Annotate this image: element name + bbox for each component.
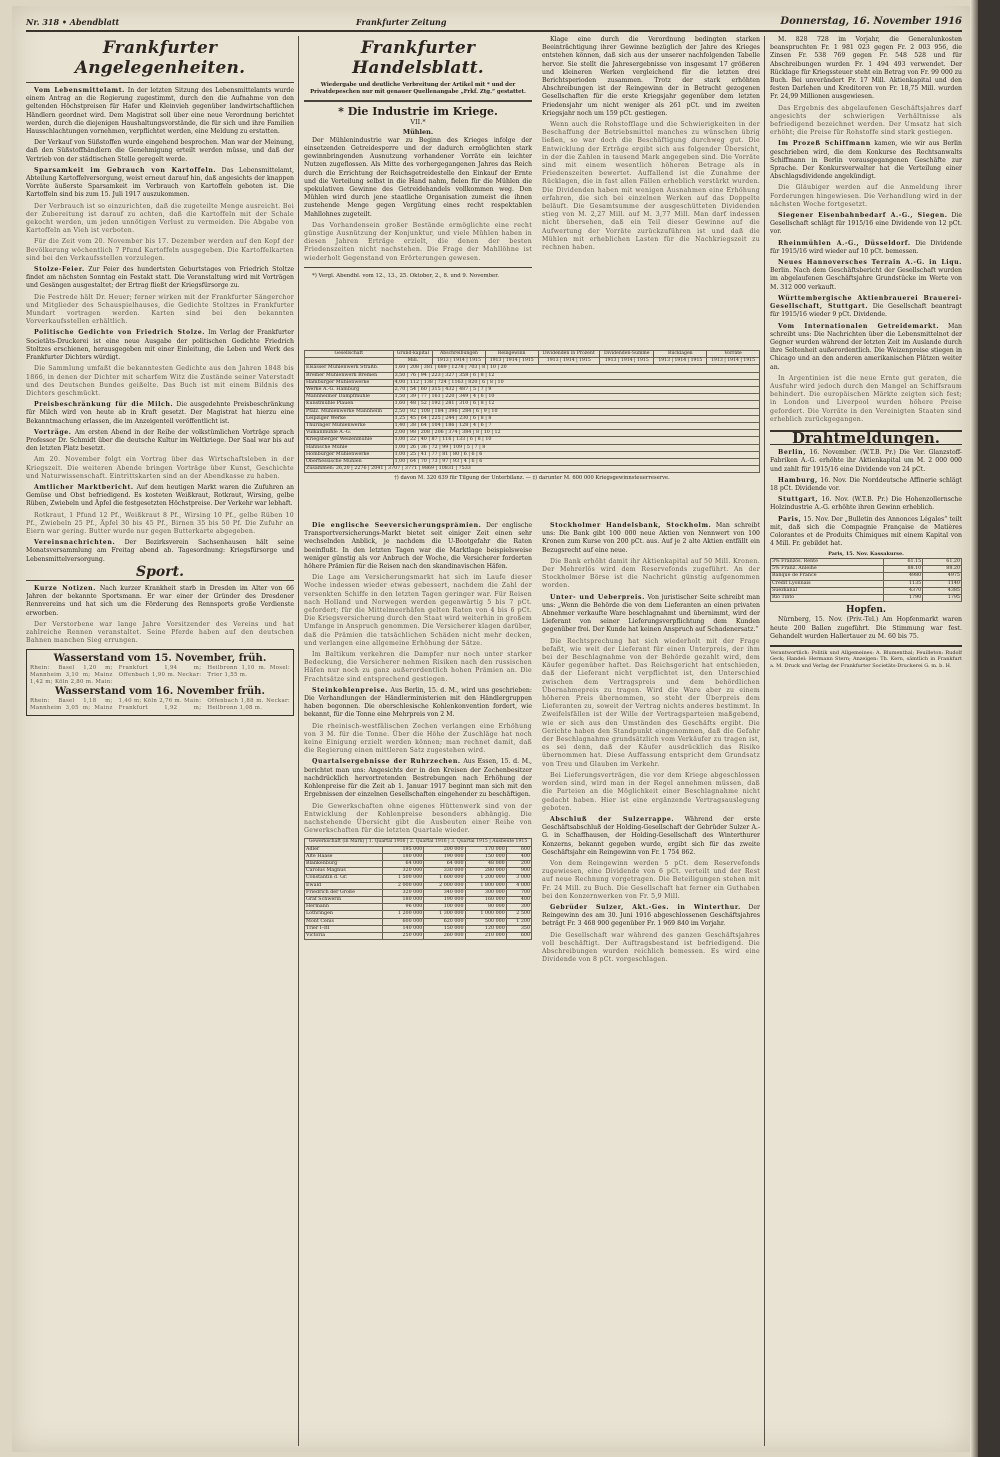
article-continued: M. 828 728 im Vorjahr, die Generalunkosten beanspruchten Fr. 1 981 023 gegen Fr. 2 003 956, die Zinsen Fr. 538 769 gegen Fr. 548 528 und für Abschreibungen wurden Fr. 1 494 493 verwendet. Der Rücklage für Kriegssteuer steht ein Betrag von Fr. 99 000 zu Buch. Bei unverändert Fr. 17 Mill. Aktienkapital und den festen Darlehen und Kreditoren von Fr. 18,75 Mill. wurden Fr. 24,99 Millionen ausgewiesen. — [770, 36, 962, 101]
section-title-trade: Frankfurter Handelsblatt. — [352, 38, 484, 78]
column-local-news: Frankfurter Angelegenheiten. Vom Lebensmittelamt. In der letzten Sitzung des Lebensmittelamts wurde einem Antrag an die Regierung zugestimmt, durch den die Aufnahme von den geltenden Höchstpreisen für Hafer und Kleinvieh gegenüber landwirtschaftlichen Händlern geordnet wird. Dem Magistrat soll über eine neue Verordnung berichtet werden, durch die diejenigen Haushaltungsvorstände, die für sich und ihre Familien Hausschlachtungen vornehmen, verpflichtet werden, eine Meldung zu erstatten. Der Verkauf von Süßstoffen wurde eingehend besprochen. Man war der Meinung, daß den Süßstoffhändlern die Genehmigung erteilt werden müsse, und daß der Vertrieb von der städtischen Stelle geregelt werde. Sparsamkeit im Gebrauch von Kartoffeln. Das Lebensmittelamt, Abteilung Kartoffelversorgung, weist erneut darauf hin, daß angesichts der knappen Vorräte äußerste Sparsamkeit im Verbrauch von Kartoffeln geboten ist. Die Kartoffeln sind bis zum 15. Juli 1917 auszukommen. Der Verbrauch ist so einzurichten, daß die zugeteilte Menge ausreicht. Bei der Zubereitung ist darauf zu achten, daß die Kartoffeln mit der Schale gekocht werden, um jeden unnötigen Verlust zu vermeiden. Die Abgabe von Kartoffeln an Vieh ist verboten. Für die Zeit vom 20. November bis 17. Dezember werden auf den Kopf der Bevölkerung wöchentlich 7 Pfund Kartoffeln ausgegeben. Die Kartoffelkarten sind bei den Verkaufsstellen vorzulegen. Stolze-Feier. Zur Feier des hundertsten Geburtstages von Friedrich Stoltze findet am nächsten Sonntag ein Festakt statt. Die Veranstaltung wird mit Vorträgen und Gesängen ausgestaltet; der Ertrag fließt der Kriegsfürsorge zu. Die Festrede hält Dr. Heuer; ferner wirken mit der Frankfurter Sängerchor und Mitglieder des Schauspielhauses, die Gedichte Stoltzes in Frankfurter Mundart vortragen werden. Karten sind bei den bekannten Vorverkaufsstellen erhältlich. Politische Gedichte von Friedrich Stolze. Im Verlag der Frankfurter Societäts-Druckerei ist eine neue Ausgabe der politischen Gedichte Friedrich Stoltzes erschienen, herausgegeben mit einer Einleitung, die Leben und Werk des Frankfurter Dichters würdigt. Die Sammlung umfaßt die bekanntesten Gedichte aus den Jahren 1848 bis 1866, in denen der Dichter mit scharfem Witz die Zustände seiner Vaterstadt und des Deutschen Bundes geißelte. Das Buch ist mit einem Bildnis des Dichters geschmückt. Preisbeschränkung für die Milch. Die ausgedehnte Preisbeschränkung für Milch wird von heute ab in Kraft gesetzt. Der Magistrat hat hierzu eine Bekanntmachung erlassen, die im Anzeigenteil veröffentlicht ist. Vorträge. Am ersten Abend in der Reihe der volkstümlichen Vorträge sprach Professor Dr. Schmidt über die deutsche Kultur im Weltkriege. Der Saal war bis auf den letzten Platz besetzt. Am 20. November folgt ein Vortrag über das Wirtschaftsleben in der Kriegszeit. Die weiteren Abende bringen Vorträge über Kunst, Geschichte und Naturwissenschaft. Eintrittskarten sind an der Abendkasse zu haben. Amtlicher Marktbericht. Auf dem heutigen Markt waren die Zufuhren an Gemüse und Obst befriedigend. Es kosteten Weißkraut, Rotkraut, Wirsing, gelbe Rüben, Zwiebeln und Äpfel die festgesetzten Höchstpreise. Der Verkehr war lebhaft. Rotkraut, 1 Pfund 12 Pf., Weißkraut 8 Pf., Wirsing 10 Pf., gelbe Rüben 10 Pf., Zwiebeln 25 Pf., Äpfel 30 bis 45 Pf., Birnen 35 bis 50 Pf. Die Zufuhr an Eiern war gering. Butter wurde nur gegen Butterkarte abgegeben. Vereinsnachrichten. Der Bezirksverein Sachsenhausen hält seine Monatsversammlung am Freitag abend ab. Tagesordnung: Kriegsfürsorge und Lebensmittelversorgung. Sport. Kurze Notizen. Nach kurzer Krankheit starb in Dresden im Alter von 66 Jahren der bekannte Sportsmann. Er war einer der Gründer des Dresdener Rennvereins und hat sich um die Förderung des Rennsports große Verdienste erworben. Der Verstorbene war lange Jahre Vorsitzender des Vereins und hat zahlreiche Rennen veranstaltet. Seine Pferde haben auf den deutschen Bahnen manchen Sieg errungen. Wasserstand vom 15. November, früh. Rhein: Basel 1,20 m; Mannheim 3,10 m; Mainz 1,42 m; Köln 2,80 m. Main: Frankfurt 1,94 m; Offenbach 1,90 m. Neckar: Heilbronn 1,10 m. Mosel: Trier 1,55 m. Wasserstand vom 16. November früh. Rhein: Basel 1,18 m; Mannheim 3,05 m; Mainz 1,40 m; Köln 2,76 m. Main: Frankfurt 1,92 m; Offenbach 1,88 m. Neckar: Heilbronn 1,08 m. — [26, 36, 294, 1448]
wire-item: Paris, 15. Nov. Der „Bulletin des Annonces Légales“ teilt mit, daß sich die Compagnie Française de Matières Colorantes et de Produits Chimiques mit einem Kapital von 4 Mill. Fr. gebildet hat. — [770, 515, 962, 548]
article: Vom Lebensmittelamt. In der letzten Sitzung des Lebensmittelamts wurde einem Antrag an die Regierung zugestimmt, durch den die Aufnahme von den geltenden Höchstpreisen für Hafer und Kleinvieh gegenüber landwirtschaftlichen Händlern geordnet wird. Dem Magistrat soll über eine neue Verordnung berichtet werden, durch die diejenigen Haushaltungsvorstände, die für sich und ihre Familien Hausschlachtungen vornehmen, verpflichtet werden, eine Meldung zu erstatten. — [26, 87, 294, 136]
article-body: Klage eine durch die Verordnung bedingten starken Beeinträchtigung ihrer Gewinne bezüglich der Jahre des Krieges entstehen können, daß sich aus der unserer nachfolgenden Tabelle hervor. Sie stellt die Jahresergebnisse von insgesamt 17 größeren und kleineren Werken vergleichend für die letzten drei Berichtsperioden zusammen. Trotz der stark erhöhten Abschreibungen ist der Reingewinn der in Betracht gezogenen Gesellschaften für die erste Kriegsjahr gegenüber dem letzten Friedensjahr um nicht weniger als 261 pCt. und im zweiten Kriegsjahr noch um 159 pCt. gestiegen. — [542, 36, 760, 117]
article: Vorträge. Am ersten Abend in der Reihe der volkstümlichen Vorträge sprach Professor Dr. Schmidt über die deutsche Kultur im Weltkriege. Der Saal war bis auf den letzten Platz besetzt. — [26, 428, 294, 453]
column-trade-top-2: Klage eine durch die Verordnung bedingten starken Beeinträchtigung ihrer Gewinne bezüglich der Jahre des Krieges entstehen können, daß sich aus der unserer nachfolgenden Tabelle hervor. Sie stellt die Jahresergebnisse von insgesamt 17 größeren und kleineren Werken vergleichend für die letzten drei Berichtsperioden zusammen. Trotz der stark erhöhten Abschreibungen ist der Reingewinn der in Betracht gezogenen Gesellschaften für die erste Kriegsjahr gegenüber dem letzten Friedensjahr um nicht weniger als 261 pCt. und im zweiten Kriegsjahr noch um 159 pCt. gestiegen. Wenn auch die Rohstofflage und die Schwierigkeiten in der Beschaffung der Betriebsmittel manches zu wünschen übrig ließen, so war doch die Beschäftigung durchweg gut. Die Entwicklung der Erträge ergibt sich aus folgender Übersicht, in der die Zahlen in tausend Mark angegeben sind. Die Vorräte sind mit einem wesentlich höheren Betrage als in Friedenszeiten bewertet. Auffallend ist die Zunahme der Rücklagen, die in fast allen Fällen erheblich verstärkt wurden. Die Dividenden haben mit wenigen Ausnahmen eine Erhöhung erfahren, die sich bei einzelnen Werken auf das Doppelte beläuft. Die Gesamtsumme der ausgeschütteten Dividenden stieg von M. 2,27 Mill. auf M. 3,77 Mill. Man darf indessen nicht übersehen, daß ein Teil dieser Gewinne auf die Aufwertung der Vorräte zurückzuführen ist und daß die Mühlen mit erheblichen Lasten für die Nachkriegszeit zu rechnen haben. — [542, 36, 760, 252]
table-row: Bremer Mühlenwerk Bremen 3,50 | 76 | 94 | 223 | 327 | 358 | 6 | 8 | 12 — [305, 372, 760, 379]
section-title-hops: Hopfen. — [845, 605, 887, 616]
imprint: Verantwortlich: Politik und Allgemeines: A. Blumenthal; Feuilleton: Rudolf Geck; Handel: Hermann Stern; Anzeigen: Th. Kern, sämtlich in Frankfurt a. M. Druck und Verlag der Frankfurter Societäts-Druckerei G. m. b. H. — [770, 645, 962, 669]
mills-table: Gesellschaft Grund-kapital Abschreibungen Reingewinn Dividenden in Prozent Dividenden-Summe Rücklagen Vorräte Mill. 1913 | 1914 | 1915 1913 | 1914 | 1915 1913 | 1914 | 1915 1913 | 1914 | 1915 1913 | 1914 | 1915 1913 | 1914 | 1915 Elsässer Mühlenwerk Straßb. 1,60 | 208 | 381 | 689 | 1278 | 703 | 8 | 10 | 20 Bremer Mühlenwerk Bremen 3,50 | 76 | 94 | 223 | 327 | 358 | 6 | 8 | 12 Hamburger Mühlenwerke 4,00 | 112 | 138 | 724 | 1163 | 820 | 6 | 8 | 10 Werke A.-G. Hamburg 2,70 | 54 | 60 | 315 | 432 | 487 | 5 | 7 | 9 Mannheimer Dampfmühle 1,50 | 39 | 77 | 161 | 220 | 349 | 4 | 6 | 10 Kunstmühle Plauen 1,60 | 48 | 52 | 192 | 281 | 310 | 6 | 8 | 12 Pfälz. Mühlenwerke Mannheim 2,50 | 92 | 108 | 184 | 396 | 284 | 6 | 9 | 10 Leipziger Werke 1,25 | 45 | 64 | 225 | 244 | 230 | 6 | 8 | 8 Thüringer Mühlenwerke 1,40 | 38 | 64 | 104 | 186 | 128 | 4 | 6 | 7 Vulkanmühle A.-G. 2,00 | 98 | 208 | 206 | 374 | 384 | 8 | 10 | 12 Kriegsberger Weizenmühle 1,00 | 22 | 40 | 87 | 116 | 133 | 6 | 8 | 10 Hahnsche Mühle 1,00 | 26 | 36 | 72 | 99 | 109 | 5 | 7 | 8 Homburger Mühlenwerke 1,00 | 25 | 41 | 77 | 81 | 80 | 6 | 6 | 6 Oberhessische Mühlen 1,00 | 64 | 70 | 73 | 97 | 93 | 4 | 6 | 6 Zusammen: 26,20 | 2276 | 2041 | 3707 | 3771 | 9869 | 10831 | 7533 †) davon M. 320 639 für Tilgung der Unterbilanz. — ‡) darunter M. 600 000 Kriegsgewinnsteuerreserve. — [304, 350, 760, 482]
header-center: Frankfurter Zeitung — [356, 17, 447, 27]
wire-item: Stuttgart, 16. Nov. (W.T.B. Pr.) Die Hohenzollernsche Holzindustrie A.-G. erhöhte ihren Gewinn erheblich. — [770, 496, 962, 512]
table-total: Zusammen: 26,20 | 2276 | 2041 | 3707 | 3771 | 9869 | 10831 | 7533 — [305, 466, 760, 473]
header-date: Donnerstag, 16. November 1916 — [780, 16, 962, 27]
article: Gebrüder Sulzer, Akt.-Ges. in Winterthur. Der Reingewinn des am 30. Juni 1916 abgeschlossenen Geschäftsjahres beträgt Fr. 3 468 900 gegenüber Fr. 1 969 840 im Vorjahr. — [542, 903, 760, 928]
article: Neues Hannoversches Terrain A.-G. in Liqu. Berlin. Nach dem Geschäftsbericht der Gesellschaft wurden im abgelaufenen Geschäftsjahre Grundstücke im Werte von M. 312 000 verkauft. — [770, 259, 962, 291]
water-level-title-2: Wasserstand vom 16. November früh. — [55, 686, 265, 698]
wire-item: Berlin, 16. November. (W.T.B. Pr.) Die Ver. Glanzstoff-Fabriken A.-G. erhöhte ihr Aktienkapital um M. 2 000 000 und zahlt für 1915/16 eine Dividende von 24 pCt. — [770, 449, 962, 473]
footnote: *) Vergl. Abendbl. vom 12., 13., 25. Oktober, 2., 8. und 9. November. — [312, 272, 499, 279]
ruhr-table: Gewerkschaft (in Mark) | 1. Quartal 1916 | 2. Quartal 1916 | 3. Quartal 1915 | Ausbeute 1915 Adler 195 000 200 000 170 000 600 Alte Haase 180 000 190 000 150 000 400 Blankenburg 64 000 64 000 48 000 200 Carolus Magnus 320 000 330 000 280 000 900 Constantin d. Gr. 1 500 000 1 600 000 1 200 000 3 000 Ewald 2 000 000 2 000 000 1 800 000 4 000 Friedrich der Große 320 000 340 000 300 000 700 Graf Schwerin 180 000 190 000 160 000 400 Hermann 96 000 100 000 80 000 300 Lothringen 1 200 000 1 300 000 1 000 000 2 500 Mont Cenis 600 000 620 000 500 000 1 200 Trier I–III 140 000 150 000 120 000 350 Victoria 250 000 260 000 210 000 600 — [306, 839, 530, 938]
article: Sparsamkeit im Gebrauch von Kartoffeln. Das Lebensmittelamt, Abteilung Kartoffelversorgung, weist erneut darauf hin, daß angesichts der knappen Vorräte äußerste Sparsamkeit im Verbrauch von Kartoffeln geboten ist. Die Kartoffeln sind bis zum 15. Juli 1917 auszukommen. — [26, 166, 294, 199]
article-body: Der Mühlenindustrie war zu Beginn des Krieges infolge der einsetzenden Getreidesperre und der dadurch ermöglichten stark gewinnbringenden Ausnutzung vorhandener Vorräte ein leichter Nutzen zugeflossen. Als Mitte des vorhergegangenen Jahres das Reich durch die Errichtung der Reichsgetreidestelle den Einkauf der Ernte und die Verteilung selbst in die Hand nahm, fielen für die Mühlen die spekulativen Gewinne des Getreidehandels vollkommen weg. Den Mühlen wird durch jene staatliche Organisation zumeist die ihnen zustehende Menge gegen Vergütung eines recht respektablen Mahllohnes zugeteilt. — [304, 136, 532, 218]
table-row: Thüringer Mühlenwerke 1,40 | 38 | 64 | 104 | 186 | 128 | 4 | 6 | 7 — [305, 423, 760, 430]
article: Abschluß der Sulzerrappe. Während der erste Geschäftsabschluß der Holding-Gesellschaft der Gebrüder Sulzer A.-G. in Schaffhausen, der Holding-Gesellschaft des Winterthurer Konzerns, bekannt gegeben wurde, ergibt sich für das zweite Geschäftsjahr ein Reingewinn von Fr. 1 754 862. — [542, 815, 760, 856]
article: Steinkohlenpreise. Aus Berlin, 15. d. M., wird uns geschrieben: Die Verhandlungen der Händlerministerien mit den Händlergruppen haben begonnen. Die oberschlesische Kohlenkonvention fordert, wie bekannt, für die Tonne eine Mehrpreis von 2 M. — [304, 686, 532, 719]
article: Amtlicher Marktbericht. Auf dem heutigen Markt waren die Zufuhren an Gemüse und Obst befriedigend. Es kosteten Weißkraut, Rotkraut, Wirsing, gelbe Rüben, Zwiebeln und Äpfel die festgesetzten Höchstpreise. Der Verkehr war lebhaft. — [26, 483, 294, 508]
column-rule — [298, 36, 299, 1446]
table-row: Mannheimer Dampfmühle 1,50 | 39 | 77 | 161 | 220 | 349 | 4 | 6 | 10 — [305, 394, 760, 401]
column-trade-top: Frankfurter Handelsblatt. Wiedergabe und deutliche Verbreitung der Artikel mit * und der Privatdepeschen nur mit genauer Quellenangabe „Frkf. Ztg.“ gestattet. * Die Industrie im Kriege. VII.* Mühlen. Der Mühlenindustrie war zu Beginn des Krieges infolge der einsetzenden Getreidesperre und der dadurch ermöglichten stark gewinnbringenden Ausnutzung vorhandener Vorräte ein leichter Nutzen zugeflossen. Als Mitte des vorhergegangenen Jahres das Reich durch die Errichtung der Reichsgetreidestelle den Einkauf der Ernte und die Verteilung selbst in die Hand nahm, fielen für die Mühlen die spekulativen Gewinne des Getreidehandels vollkommen weg. Den Mühlen wird durch jene staatliche Organisation zumeist die ihnen zustehende Menge gegen Vergütung eines recht respektablen Mahllohnes zugeteilt. Das Vorhandensein großer Bestände ermöglichte eine recht günstige Ausnützung der Konjunktur, und viele Mühlen haben in diesen Jahren Erträge erzielt, die denen der besten Friedenszeiten nicht nachstehen. Die Frage der Mahllöhne ist wiederholt Gegenstand von Erörterungen gewesen. *) Vergl. Abendbl. vom 12., 13., 25. Oktober, 2., 8. und 9. November. — [304, 38, 532, 279]
column-trade-bottom-2: Stockholmer Handelsbank, Stockholm. Man schreibt uns: Die Bank gibt 100 000 neue Aktien von Nennwert von 100 Kronen zum Kurse von 200 pCt. aus. Auf je 2 alte Aktien entfällt ein Bezugsrecht auf eine neue. Die Bank erhöht damit ihr Aktienkapital auf 50 Mill. Kronen. Der Mehrerlös wird dem Reservefonds zugeführt. An der Stockholmer Börse ist die Nachricht günstig aufgenommen worden. Unter- und Ueberpreis. Von juristischer Seite schreibt man uns: „Wenn die Behörde die von dem Lieferanten an einen privaten Abnehmer verkaufte Ware beschlagnahmt und übernimmt, wird der Lieferant von seiner Lieferungsverpflichtung dem Kunden gegenüber frei. Der Kunde hat keinen Anspruch auf Schadenersatz.“ Die Rechtsprechung hat sich wiederholt mit der Frage befaßt, wie weit der Lieferant für einen Unterpreis, der ihm bei der Beschlagnahme von der Behörde gezahlt wird, dem Käufer gegenüber haftet. Das Reichsgericht hat entschieden, daß der Lieferant nicht verpflichtet ist, den Unterschied zwischen dem Vertragspreis und dem behördlichen Übernahmepreis zu tragen. Wird die Ware aber zu einem höheren Preis übernommen, so steht der Überpreis dem Lieferanten zu, soweit der Vertrag nichts anderes bestimmt. In Zweifelsfällen ist der Wille der Vertragsparteien maßgebend, wie er sich aus den Umständen des Geschäfts ergibt. Die Gerichte haben den Standpunkt eingenommen, daß die Gefahr der Beschlagnahme grundsätzlich vom Verkäufer zu tragen ist, es sei denn, daß der Käufer ausdrücklich das Risiko übernommen hat. Diese Auffassung entspricht dem Grundsatz von Treu und Glauben im Verkehr. Bei Lieferungsverträgen, die vor dem Kriege abgeschlossen worden sind, wird man in der Regel annehmen müssen, daß die Parteien an die Möglichkeit einer Beschlagnahme nicht gedacht haben. Hier ist eine ergänzende Vertragsauslegung geboten. Abschluß der Sulzerrappe. Während der erste Geschäftsabschluß der Holding-Gesellschaft der Gebrüder Sulzer A.-G. in Schaffhausen, der Holding-Gesellschaft des Winterthurer Konzerns, bekannt gegeben wurde, ergibt sich für das zweite Geschäftsjahr ein Reingewinn von Fr. 1 754 862. Von dem Reingewinn werden 5 pCt. dem Reservefonds zugewiesen, eine Dividende von 6 pCt. verteilt und der Rest auf neue Rechnung vorgetragen. Die Beteiligungen stehen mit Fr. 24 Mill. zu Buch. Die Gesellschaft hat ferner ein Guthaben bei den Konzernwerken von Fr. 5,9 Mill. Gebrüder Sulzer, Akt.-Ges. in Winterthur. Der Reingewinn des am 30. Juni 1916 abgeschlossenen Geschäftsjahres beträgt Fr. 3 468 900 gegenüber Fr. 1 969 840 im Vorjahr. Die Gesellschaft war während des ganzen Geschäftsjahres voll beschäftigt. Der Auftragsbestand ist befriedigend. Die Abschreibungen wurden reichlich bemessen. Es wird eine Dividende von 8 pCt. vorgeschlagen. — [542, 522, 760, 964]
article: Die englische Seeversicherungsprämien. Der englische Transportversicherungs-Markt bietet seit einiger Zeit einen sehr wechselnden Anblick, je nachdem die U-Bootgefahr die Raten beeinflußt. In den letzten Tagen war die Marktlage beispielsweise weniger günstig als vor Anbruch der Woche, die Versicherer forderten höhere Prämien für die Reisen nach den skandinavischen Häfen. — [304, 522, 532, 571]
table-row: Pfälz. Mühlenwerke Mannheim 2,50 | 92 | 108 | 184 | 396 | 284 | 6 | 9 | 10 — [305, 408, 760, 415]
table-row: Hahnsche Mühle 1,00 | 26 | 36 | 72 | 99 | 109 | 5 | 7 | 8 — [305, 444, 760, 451]
article: Rheinmühlen A.-G., Düsseldorf. Die Dividende für 1915/16 wird wieder auf 10 pCt. bemessen. — [770, 239, 962, 255]
column-trade-bottom: Die englische Seeversicherungsprämien. Der englische Transportversicherungs-Markt bietet seit einiger Zeit einen sehr wechselnden Anblick, je nachdem die U-Bootgefahr die Raten beeinflußt. In den letzten Tagen war die Marktlage beispielsweise weniger günstig als vor Anbruch der Woche, die Versicherer forderten höhere Prämien für die Reisen nach den skandinavischen Häfen. Die Lage am Versicherungsmarkt hat sich im Laufe dieser Woche indessen wieder etwas gebessert, nachdem die Zahl der versenkten Schiffe in den letzten Tagen geringer war. Für Reisen nach Holland und Norwegen werden gegenwärtig 5 bis 7 pCt. gefordert; für die Mittelmeerhäfen gelten Raten von 4 bis 6 pCt. Die Kriegsversicherung durch den Staat wird weiterhin in großem Umfange in Anspruch genommen. Die Versicherer klagen darüber, daß die Prämien die tatsächlichen Schäden nicht mehr decken, und verlangen eine allgemeine Erhöhung der Sätze. Im Baltikum verkehren die Dampfer nur noch unter starker Bedeckung, die Versicherer nehmen Risiken nach den russischen Häfen nur noch zu ganz außerordentlich hohen Prämien an. Die Frachtsätze sind entsprechend gestiegen. Steinkohlenpreise. Aus Berlin, 15. d. M., wird uns geschrieben: Die Verhandlungen der Händlerministerien mit den Händlergruppen haben begonnen. Die oberschlesische Kohlenkonvention fordert, wie bekannt, für die Tonne eine Mehrpreis von 2 M. Die rheinisch-westfälischen Zechen verlangen eine Erhöhung von 3 M. für die Tonne. Über die Höhe der Zuschläge hat noch keine Einigung erzielt werden können; man rechnet damit, daß die Regierung einen mittleren Satz zugestehen wird. Quartalsergebnisse der Ruhrzechen. Aus Essen, 15. d. M., berichtet man uns: Angesichts der in den Kreisen der Zechenbesitzer nachdrücklich hervortretenden Bestrebungen nach Erhöhung der Kohlenpreise für die Zeit ab 1. Januar 1917 beginnt man sich mit den Ergebnissen der einzelnen Gesellschaften eingehender zu beschäftigen. Die Gewerkschaften ohne eigenes Hüttenwerk sind von der Entwicklung der Kohlenpreise besonders abhängig. Die nachstehende Übersicht gibt die Ausbeuten einer Reihe von Gewerkschaften für die letzten Quartale wieder. Gewerkschaft (in Mark) | 1. Quartal 1916 | 2. Quartal 1916 | 3. Quartal 1915 | Ausbeute 1915 Adler 195 000 200 000 170 000 600 Alte Haase 180 000 190 000 150 000 400 Blankenburg 64 000 64 000 48 000 200 Carolus Magnus 320 000 330 000 280 000 900 Constantin d. Gr. 1 500 000 1 600 000 1 200 000 3 000 Ewald 2 000 000 2 000 000 1 800 000 4 000 Friedrich der Große 320 000 340 000 300 000 700 Graf Schwerin 180 000 190 000 160 000 400 Hermann 96 000 100 000 80 000 300 Lothringen 1 200 000 1 300 000 1 000 000 2 500 Mont Cenis 600 000 620 000 500 000 1 200 Trier I–III 140 000 150 000 120 000 350 Victoria 250 000 260 000 210 000 600 — [304, 522, 532, 1448]
column-rule — [764, 36, 765, 1446]
quote-row: Rio Tinto 1790 1795 — [772, 594, 960, 600]
hops-report: Nürnberg, 15. Nov. (Priv.-Tel.) Am Hopfenmarkt waren heute 200 Ballen zugeführt. Die Stimmung war fest. Gehandelt wurden Hallertauer zu M. 60 bis 75. — [770, 616, 962, 640]
newspaper-page — [12, 6, 970, 1452]
paris-quotes: Paris, 15. Nov. Kassakurse. 3% Französ. Rente 61.15 61.20 5% Franz. Anleihe 88.10 88.20 Banque de France 4980 4975 Crédit Lyonnais 1135 1140 Suezkanal 4370 4385 Rio Tinto 1790 1795 — [772, 551, 960, 600]
table-row: Homburger Mühlenwerke 1,00 | 25 | 41 | 77 | 81 | 80 | 6 | 6 | 6 — [305, 451, 760, 458]
table-footnote: †) davon M. 320 639 für Tilgung der Unterbilanz. — ‡) darunter M. 600 000 Kriegsgewinnsteuerreserve. — [394, 475, 670, 482]
table-row: Leipziger Werke 1,25 | 45 | 64 | 225 | 244 | 230 | 6 | 8 | 8 — [305, 415, 760, 422]
table-row: Vulkanmühle A.-G. 2,00 | 98 | 208 | 206 | 374 | 384 | 8 | 10 | 12 — [305, 430, 760, 437]
wire-item: Hamburg, 16. Nov. Die Norddeutsche Affinerie schlägt 18 pCt. Dividende vor. — [770, 476, 962, 492]
section-title-sport: Sport. — [136, 563, 184, 580]
table-row: Hamburger Mühlenwerke 4,00 | 112 | 138 | 724 | 1163 | 820 | 6 | 8 | 10 — [305, 379, 760, 386]
water-level-title-1: Wasserstand vom 15. November, früh. — [53, 653, 267, 665]
article: Kurze Notizen. Nach kurzer Krankheit starb in Dresden im Alter von 66 Jahren der bekannte Sportsmann. Er war einer der Gründer des Dresdener Rennvereins und hat sich um die Förderung des Rennsports große Verdienste erworben. — [26, 584, 294, 617]
water-level-box: Wasserstand vom 15. November, früh. Rhein: Basel 1,20 m; Mannheim 3,10 m; Mainz 1,42 m; Köln 2,80 m. Main: Frankfurt 1,94 m; Offenbach 1,90 m. Neckar: Heilbronn 1,10 m. Mosel: Trier 1,55 m. Wasserstand vom 16. November früh. Rhein: Basel 1,18 m; Mannheim 3,05 m; Mainz 1,40 m; Köln 2,76 m. Main: Frankfurt 1,92 m; Offenbach 1,88 m. Neckar: Heilbronn 1,08 m. — [26, 649, 294, 716]
header-left: Nr. 318 • Abendblatt — [26, 17, 120, 27]
table-row: Kriegsberger Weizenmühle 1,00 | 22 | 40 | 87 | 116 | 133 | 6 | 8 | 10 — [305, 437, 760, 444]
article: Politische Gedichte von Friedrich Stolze. Im Verlag der Frankfurter Societäts-Druckerei ist eine neue Ausgabe der politischen Gedichte Friedrich Stoltzes erschienen, herausgegeben mit einer Einleitung, die Leben und Werk des Frankfurter Dichters würdigt. — [26, 329, 294, 362]
article: Der Verkauf von Süßstoffen wurde eingehend besprochen. Man war der Meinung, daß den Süßstoffhändlern die Genehmigung erteilt werden müsse, und daß der Vertrieb von der städtischen Stelle geregelt werde. — [26, 139, 294, 163]
table-row: Werke A.-G. Hamburg 2,70 | 54 | 60 | 315 | 432 | 487 | 5 | 7 | 9 — [305, 387, 760, 394]
table-row: Elsässer Mühlenwerk Straßb. 1,60 | 208 | 381 | 689 | 1278 | 703 | 8 | 10 | 20 — [305, 365, 760, 372]
article: Siegener Eisenbahnbedarf A.-G., Siegen. Die Gesellschaft schlägt für 1915/16 eine Dividende von 12 pCt. vor. — [770, 212, 962, 236]
page-edge — [978, 0, 1000, 1457]
article: Vom Internationalen Getreidemarkt. Man schreibt uns: Die Nachrichten über die Lebensmittelnot der Gegner wurden während der letzten Zeit im Auslande durch ihre Seltenheit außerordentlich. Die Weizenpreise stiegen in Chicago und an den anderen amerikanischen Plätzen weiter an. — [770, 322, 962, 371]
masthead — [26, 14, 962, 32]
table-row: Oberhessische Mühlen 1,00 | 64 | 70 | 73 | 97 | 93 | 4 | 6 | 6 — [305, 459, 760, 466]
quote-row: Banque de France 4980 4975 — [772, 573, 960, 579]
quote-row: 3% Französ. Rente 61.15 61.20 — [772, 558, 960, 564]
quote-row: Suezkanal 4370 4385 — [772, 587, 960, 593]
article: Preisbeschränkung für die Milch. Die ausgedehnte Preisbeschränkung für Milch wird von heute ab in Kraft gesetzt. Der Magistrat hat hierzu eine Bekanntmachung erlassen, die im Anzeigenteil veröffentlicht ist. — [26, 401, 294, 425]
section-title-wire: Drahtmeldungen. — [770, 430, 962, 445]
article-heading: * Die Industrie im Kriege. — [338, 105, 498, 119]
article: Stockholmer Handelsbank, Stockholm. Man schreibt uns: Die Bank gibt 100 000 neue Aktien von Nennwert von 100 Kronen zum Kurse von 200 pCt. aus. Auf je 2 alte Aktien entfällt ein Bezugsrecht auf eine neue. — [542, 522, 760, 554]
reprint-notice: Wiedergabe und deutliche Verbreitung der Artikel mit * und der Privatdepeschen nur mit genauer Quellenangabe „Frkf. Ztg.“ gestattet. — [310, 82, 526, 95]
article: Vereinsnachrichten. Der Bezirksverein Sachsenhausen hält seine Monatsversammlung am Freitag abend ab. Tagesordnung: Kriegsfürsorge und Lebensmittelversorgung. — [26, 539, 294, 563]
article: Unter- und Ueberpreis. Von juristischer Seite schreibt man uns: „Wenn die Behörde die von dem Lieferanten an einen privaten Abnehmer verkaufte Ware beschlagnahmt und übernimmt, wird der Lieferant von seiner Lieferungsverpflichtung dem Kunden gegenüber frei. Der Kunde hat keinen Anspruch auf Schadenersatz.“ — [542, 593, 760, 634]
table-row: Kunstmühle Plauen 1,60 | 48 | 52 | 192 | 281 | 310 | 6 | 8 | 12 — [305, 401, 760, 408]
article: Stolze-Feier. Zur Feier des hundertsten Geburtstages von Friedrich Stoltze findet am nächsten Sonntag ein Festakt statt. Die Veranstaltung wird mit Vorträgen und Gesängen ausgestaltet; der Ertrag fließt der Kriegsfürsorge zu. — [26, 266, 294, 290]
quote-row: 5% Franz. Anleihe 88.10 88.20 — [772, 566, 960, 572]
article: Im Prozeß Schiffmann kamen, wie wir aus Berlin geschrieben wird, die dem Konkurse des Rechtsanwalts Schiffmann in Berlin vorausgegangenen Geschäfte zur Sprache. Der Konkursverwalter hat die Verteilung einer Abschlagsdividende angekündigt. — [770, 140, 962, 181]
article: Quartalsergebnisse der Ruhrzechen. Aus Essen, 15. d. M., berichtet man uns: Angesichts der in den Kreisen der Zechenbesitzer nachdrücklich hervortretenden Bestrebungen nach Erhöhung der Kohlenpreise für die Zeit ab 1. Januar 1917 beginnt man sich mit den Ergebnissen der einzelnen Gesellschaften eingehender zu beschäftigen. — [304, 758, 532, 799]
section-title-local: Frankfurter Angelegenheiten. — [74, 38, 246, 78]
quote-row: Crédit Lyonnais 1135 1140 — [772, 580, 960, 586]
article: Württembergische Aktienbrauerei Brauerei-Gesellschaft, Stuttgart. Die Gesellschaft beantragt für 1915/16 wieder 9 pCt. Dividende. — [770, 294, 962, 319]
column-trade-right: M. 828 728 im Vorjahr, die Generalunkosten beanspruchten Fr. 1 981 023 gegen Fr. 2 003 956, die Zinsen Fr. 538 769 gegen Fr. 548 528 und für Abschreibungen wurden Fr. 1 494 493 verwendet. Der Rücklage für Kriegssteuer steht ein Betrag von Fr. 99 000 zu Buch. Bei unverändert Fr. 17 Mill. Aktienkapital und den festen Darlehen und Kreditoren von Fr. 18,75 Mill. wurden Fr. 24,99 Millionen ausgewiesen. Das Ergebnis des abgelaufenen Geschäftsjahres darf angesichts der schwierigen Verhältnisse als befriedigend bezeichnet werden. Der Umsatz hat sich erhöht; die Preise für Rohstoffe sind stark gestiegen. Im Prozeß Schiffmann kamen, wie wir aus Berlin geschrieben wird, die dem Konkurse des Rechtsanwalts Schiffmann in Berlin vorausgegangenen Geschäfte zur Sprache. Der Konkursverwalter hat die Verteilung einer Abschlagsdividende angekündigt. Die Gläubiger werden auf die Anmeldung ihrer Forderungen hingewiesen. Die Verhandlung wird in der nächsten Woche fortgesetzt. Siegener Eisenbahnbedarf A.-G., Siegen. Die Gesellschaft schlägt für 1915/16 eine Dividende von 12 pCt. vor. Rheinmühlen A.-G., Düsseldorf. Die Dividende für 1915/16 wird wieder auf 10 pCt. bemessen. Neues Hannoversches Terrain A.-G. in Liqu. Berlin. Nach dem Geschäftsbericht der Gesellschaft wurden im abgelaufenen Geschäftsjahre Grundstücke im Werte von M. 312 000 verkauft. Württembergische Aktienbrauerei Brauerei-Gesellschaft, Stuttgart. Die Gesellschaft beantragt für 1915/16 wieder 9 pCt. Dividende. Vom Internationalen Getreidemarkt. Man schreibt uns: Die Nachrichten über die Lebensmittelnot der Gegner wurden während der letzten Zeit im Auslande durch ihre Seltenheit außerordentlich. Die Weizenpreise stiegen in Chicago und an den anderen amerikanischen Plätzen weiter an. In Argentinien ist die neue Ernte gut geraten, die Ausfuhr wird jedoch durch den Mangel an Schiffsraum behindert. Die europäischen Märkte zeigten sich fest; in London und Liverpool wurden höhere Preise gefordert. Die Vorräte in den Vereinigten Staaten sind erheblich zurückgegangen. Drahtmeldungen. Berlin, 16. November. (W.T.B. Pr.) Die Ver. Glanzstoff-Fabriken A.-G. erhöhte ihr Aktienkapital um M. 2 000 000 und zahlt für 1915/16 eine Dividende von 24 pCt. Hamburg, 16. Nov. Die Norddeutsche Affinerie schlägt 18 pCt. Dividende vor. Stuttgart, 16. Nov. (W.T.B. Pr.) Die Hohenzollernsche Holzindustrie A.-G. erhöhte ihren Gewinn erheblich. Paris, 15. Nov. Der „Bulletin des Annonces Légales“ teilt mit, daß sich die Compagnie Française de Matières Colorantes et de Produits Chimiques mit einem Kapital von 4 Mill. Fr. gebildet hat. Paris, 15. Nov. Kassakurse. 3% Französ. Rente 61.15 61.20 5% Franz. Anleihe 88.10 88.20 Banque de France 4980 4975 Crédit Lyonnais 1135 1140 Suezkanal 4370 4385 Rio Tinto 1790 1795 Hopfen. Nürnberg, 15. Nov. (Priv.-Tel.) Am Hopfenmarkt waren heute 200 Ballen zugeführt. Die Stimmung war fest. Gehandelt wurden Hallertauer zu M. 60 bis 75. Verantwortlich: Politik und Allgemeines: A. Blumenthal; Feuilleton: Rudolf Geck; Handel: Hermann Stern; Anzeigen: Th. Kern, sämtlich in Frankfurt a. M. Druck und Verlag der Frankfurter Societäts-Druckerei G. m. b. H. — [770, 36, 962, 669]
